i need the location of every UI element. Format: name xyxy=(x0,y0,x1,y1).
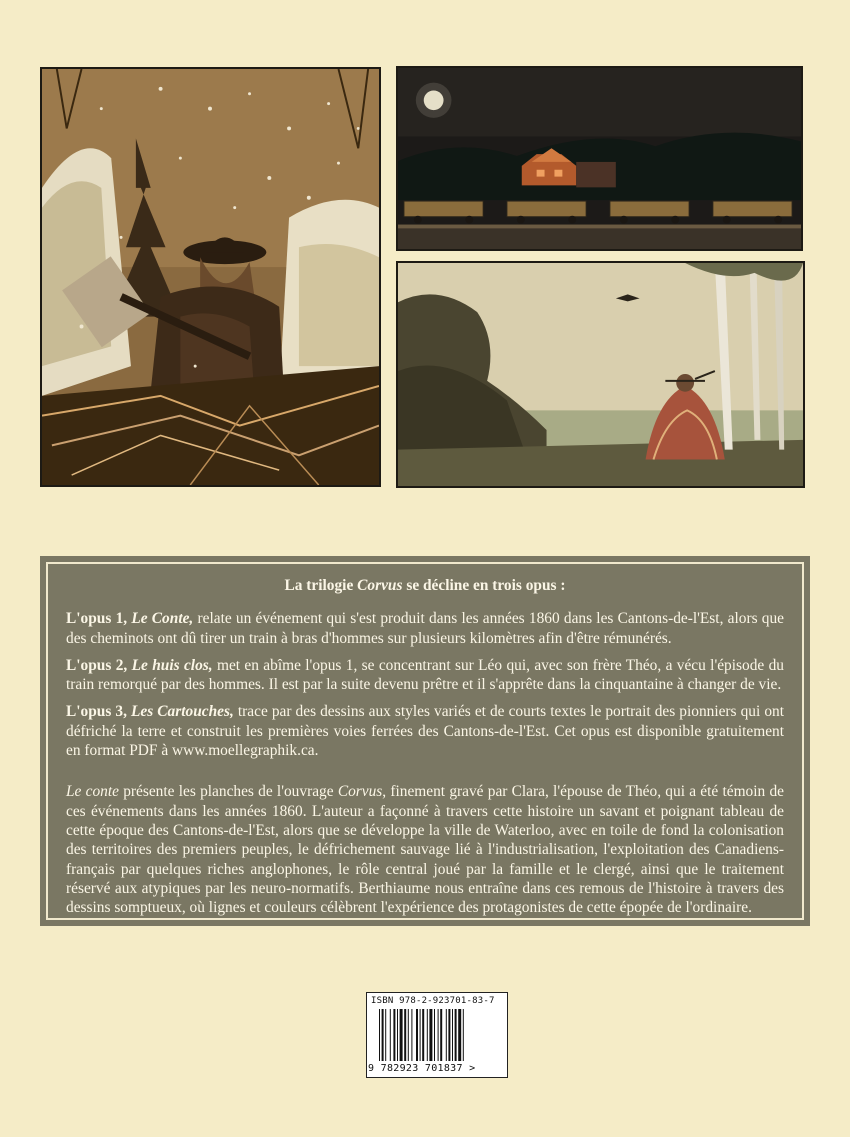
summary-rest: , finement gravé par Clara, l'épouse de Théo, qui a été témoin de ces événements dans les années 1860. L'auteur a façonné à travers cette histoire un savant et poignant tableau de cette époque des Cantons-de-l'Est, alors que se développe la ville de Waterloo, avec en toile de fond la colonisation des territoires des premiers peuples, le défrichement sauvage lié à l'industrialisation, l'exploitation des Canadiens-français par quelques riches anglophones, le rôle central joué par la famille et le clergé, ainsi que le traitement réservé aux atypiques par les neuro-normatifs. Berthiaume nous entraîne dans ces remous de l'histoire à travers des dessins somptueux, où lignes et couleurs célèbrent l'expérience des protagonistes de cette épopée de l'ordinaire. xyxy=(66,783,784,917)
opus2-lead: L'opus 2, xyxy=(66,656,132,674)
summary-paragraph xyxy=(66,782,784,917)
isbn-label: ISBN 978-2-923701-83-7 xyxy=(371,996,495,1006)
opus2-text: met en abîme l'opus 1, se concentrant sur Léo qui, avec son frère Théo, a vécu l'épisode du train remorqué par des hommes. Il est par la suite devenu prêtre et il s'apprête dans la cinquantaine à changer de vie. xyxy=(66,656,784,694)
illustration-field-panel xyxy=(396,261,805,488)
synopsis-box xyxy=(40,556,810,926)
opus2-paragraph xyxy=(66,656,784,695)
summary-italic-corvus: Corvus xyxy=(337,783,383,801)
trilogy-title-italic: Corvus xyxy=(357,577,403,594)
trilogy-title-suffix: se décline en trois opus : xyxy=(402,577,566,594)
opus1-paragraph xyxy=(66,609,784,648)
trilogy-title xyxy=(66,576,784,595)
isbn-barcode xyxy=(366,992,508,1078)
summary-italic-title: Le conte xyxy=(66,783,119,801)
field-illustration xyxy=(398,263,803,486)
opus3-title: Les Cartouches, xyxy=(131,703,234,721)
opus3-lead: L'opus 3, xyxy=(66,703,131,721)
opus3-text: trace par des dessins aux styles variés et de courts textes le portrait des pionniers qui ont défriché la terre et construit les premières voies ferrées des Cantons-de-l'Est. Cet opus est disponible gratuitement en format PDF à www.moellegraphik.ca. xyxy=(66,703,784,760)
barcode-number: 9 782923 701837 > xyxy=(368,1063,476,1074)
woodsman-illustration xyxy=(42,69,379,485)
illustration-woodsman-panel xyxy=(40,67,381,487)
opus1-title: Le Conte, xyxy=(131,610,194,628)
train-illustration xyxy=(398,68,801,249)
barcode-bars xyxy=(379,1009,497,1061)
synopsis-frame xyxy=(46,562,804,920)
summary-mid: présente les planches de l'ouvrage xyxy=(118,783,338,801)
trilogy-title-prefix: La trilogie xyxy=(284,577,358,594)
opus1-lead: L'opus 1, xyxy=(66,610,132,628)
opus3-paragraph xyxy=(66,702,784,760)
opus2-title: Le huis clos, xyxy=(131,656,213,674)
opus1-text: relate un événement qui s'est produit dans les années 1860 dans les Cantons-de-l'Est, alors que des cheminots ont dû tirer un train à bras d'hommes sur plusieurs kilomètres afin d'être rémunérés. xyxy=(66,610,784,647)
illustration-train-panel xyxy=(396,66,803,251)
